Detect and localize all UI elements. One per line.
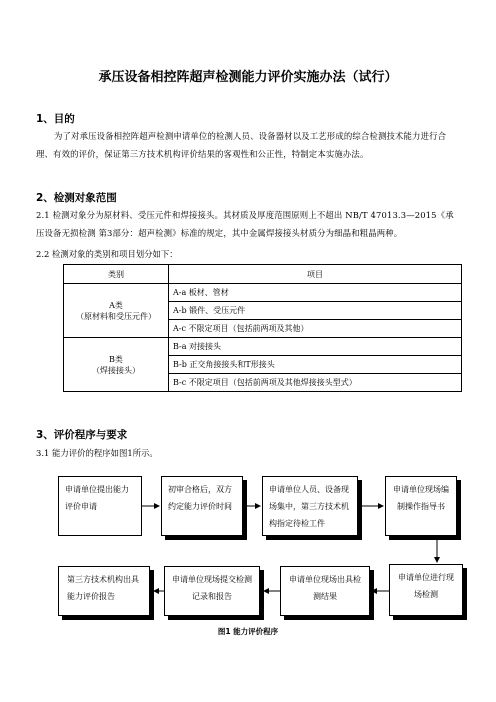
flow-step-procedure: 申请单位现场编制操作指导书 [385, 476, 457, 536]
section-2-heading: 2、检测对象范围 [36, 192, 117, 204]
section-3-1-text: 3.1 能力评价的程序如图1所示。 [36, 448, 158, 458]
section-1-heading: 1、目的 [36, 113, 75, 125]
flow-step-evaluation-report: 第三方技术机构出具能力评价报告 [58, 566, 150, 616]
category-a-sub: （原材料和受压元件） [76, 311, 156, 321]
figure-caption: 图1 能力评价程序 [217, 627, 279, 636]
section-2-1-text: 2.1 检测对象分为原材料、受压元件和焊接接头。其材质及厚度范围原则上不超出 NB/T 47013.3—2015《承压设备无损检测 第3部分：超声检测》标准的规定，其中金属焊接接头材质分为细晶和粗晶两种。 [36, 210, 454, 238]
document-title: 承压设备相控阵超声检测能力评价实施办法（试行） [98, 70, 398, 85]
flow-step-assemble: 申请单位人员、设备现场集中，第三方技术机构指定待检工件 [262, 476, 358, 536]
category-b-name: B类 [109, 354, 123, 364]
flow-step-results: 申请单位现场出具检测结果 [280, 566, 370, 616]
item-b-c: B-c 不限定项目（包括前两项及其他焊接接头型式） [169, 374, 462, 392]
flow-step-submit-records: 申请单位现场提交检测记录和报告 [164, 566, 260, 616]
item-b-b: B-b 正交角接接头和T形接头 [169, 356, 462, 374]
category-b-sub: （焊接接头） [92, 365, 140, 375]
table-header-item: 项目 [169, 265, 462, 284]
item-a-c: A-c 不限定项目（包括前两项及其他） [169, 320, 462, 338]
item-b-a: B-a 对接接头 [169, 338, 462, 356]
section-1-text: 为了对承压设备相控阵超声检测申请单位的检测人员、设备器材以及工艺形成的综合检测技术能力进行合理、有效的评价，保证第三方技术机构评价结果的客观性和公正性，特制定本实施办法。 [36, 131, 447, 159]
item-a-b: A-b 锻件、受压元件 [169, 302, 462, 320]
section-2-2-text: 2.2 检测对象的类别和项目划分如下： [36, 249, 178, 259]
item-a-a: A-a 板材、管材 [169, 284, 462, 302]
category-a-name: A类 [109, 300, 123, 310]
flow-step-on-site-testing: 申请单位进行现场检测 [389, 564, 463, 616]
table-header-category: 类别 [64, 265, 169, 284]
section-3-heading: 3、评价程序与要求 [36, 429, 128, 441]
flow-step-schedule: 初审合格后，双方约定能力评价时间 [161, 476, 243, 536]
flow-step-apply: 申请单位提出能力评价申请 [58, 476, 142, 536]
